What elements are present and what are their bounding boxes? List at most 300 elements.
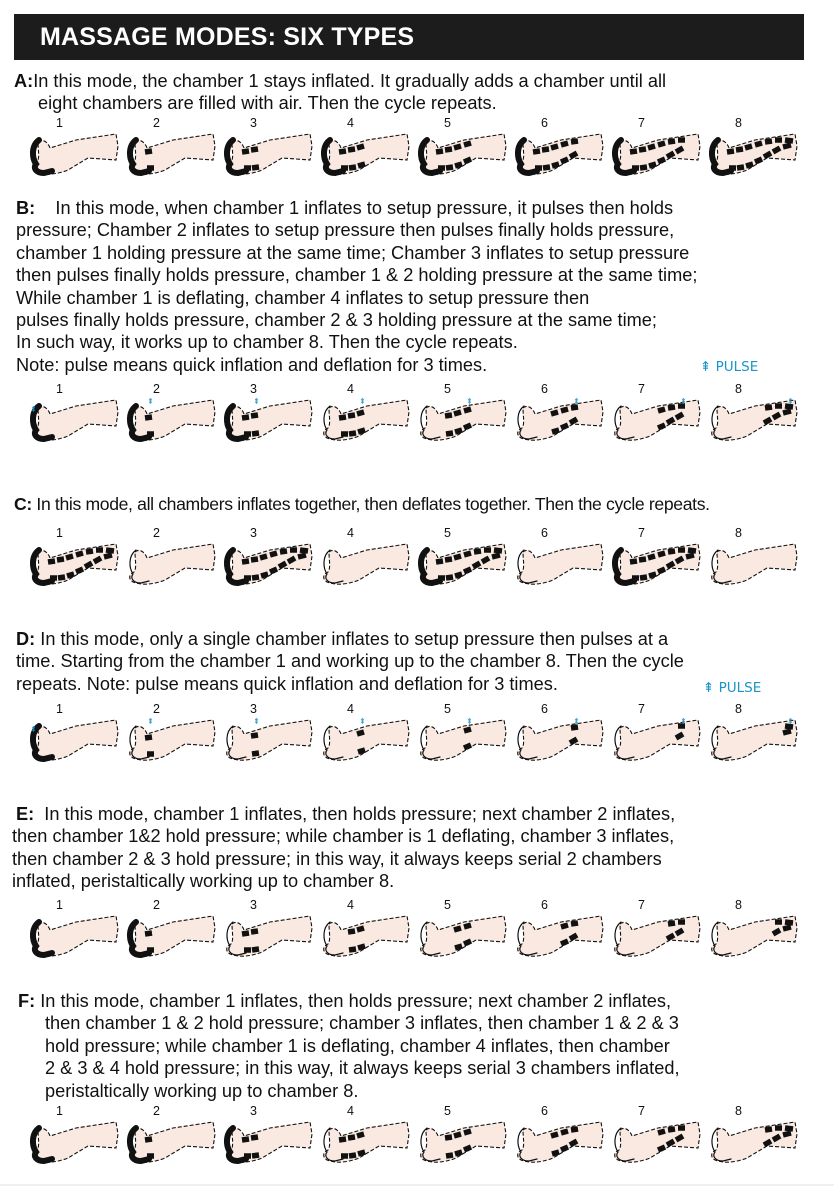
chamber-6-top xyxy=(668,551,675,552)
chamber-6-bottom xyxy=(764,419,771,423)
chamber-5-bottom xyxy=(270,569,277,572)
chamber-6-bottom xyxy=(570,935,577,939)
chamber-3-bottom xyxy=(446,167,453,168)
chamber-8-bottom xyxy=(783,927,791,929)
chamber-3-bottom xyxy=(349,949,356,950)
leg-diagram xyxy=(610,394,702,446)
chamber-step-number: 5 xyxy=(444,1104,451,1118)
chamber-5-top xyxy=(755,143,762,145)
chamber-5-top xyxy=(464,1131,471,1133)
leg-diagram xyxy=(28,910,120,962)
chamber-step-number: 4 xyxy=(347,116,354,130)
chamber-5-top xyxy=(561,143,568,145)
leg-outline xyxy=(33,134,118,174)
leg-outline xyxy=(227,916,312,956)
section-b-text: B: In this mode, when chamber 1 inflates to setup pressure, it pulses then holds pressure; Chamber 2 inflates to setup pressure then pulses finally holds pressure, chamber 1 holding pressure at the same time; Chamber 3 inflates to setup pressure then pulses finally holds pressure, chamber 1 & 2 holding pressure at the same time; While chamber 1 is deflating, chamber 4 inflates to setup pressure then pulses finally holds pressure, chamber 2 & 3 holding pressure at the same time; In such way, it works up to chamber 8. Then the cycle repeats. Note: pulse means quick inflation and deflation for 3 times. xyxy=(16,198,698,375)
chamber-4-top xyxy=(260,556,267,558)
leg-diagram xyxy=(125,910,217,962)
chamber-5-bottom xyxy=(561,159,568,162)
chamber-3-bottom xyxy=(252,433,259,434)
chamber-4-bottom xyxy=(358,946,365,948)
chamber-6-top xyxy=(86,551,93,552)
leg-diagram xyxy=(319,1116,411,1168)
chamber-6-top xyxy=(571,141,578,142)
chamber-6-top xyxy=(765,141,772,142)
chamber-3-top xyxy=(445,149,452,150)
chamber-step-number: 6 xyxy=(541,898,548,912)
chamber-4-top xyxy=(357,1134,364,1136)
chamber-6-bottom xyxy=(667,153,674,157)
chamber-step-number: 6 xyxy=(541,1104,548,1118)
leg-diagram xyxy=(513,1116,605,1168)
chamber-8-bottom xyxy=(492,555,500,557)
chamber-3-top xyxy=(445,1137,452,1138)
chamber-2-top xyxy=(145,417,152,418)
chamber-step-number: 3 xyxy=(250,898,257,912)
leg-diagram xyxy=(319,538,411,590)
leg-diagram xyxy=(610,128,702,180)
section-f-text: F: In this mode, chamber 1 inflates, then holds pressure; next chamber 2 inflates, then chamber 1 & 2 hold pressure; chamber 3 inflates, then chamber 1 & 2 & 3 hold pressure; while chamber 1 is deflating, chamber 4 inflates, then chamber 2 & 3 & 4 hold pressure; in this way, it always keeps serial 3 chambers inflated, peristaltically working up to chamber 8. xyxy=(18,991,680,1101)
chamber-7-bottom xyxy=(676,414,683,418)
chamber-step-number: 7 xyxy=(638,382,645,396)
chamber-8-bottom xyxy=(298,555,306,557)
chamber-3-bottom xyxy=(252,753,259,754)
chamber-6-top xyxy=(571,727,578,728)
section-letter: F: xyxy=(18,991,36,1011)
chamber-5-bottom xyxy=(464,1147,471,1150)
chamber-3-top xyxy=(348,1137,355,1138)
page-title: MASSAGE MODES: SIX TYPES xyxy=(14,14,804,60)
chamber-2-top xyxy=(630,151,637,152)
chamber-6-top xyxy=(668,1129,675,1130)
section-a-text: A:In this mode, the chamber 1 stays inflated. It gradually adds a chamber until all eight chambers are filled with air. Then the cycle repeats. xyxy=(14,71,667,114)
chamber-5-top xyxy=(464,729,471,731)
chamber-4-top xyxy=(66,556,73,558)
leg-outline xyxy=(130,544,215,584)
section-letter: A: xyxy=(14,71,34,91)
leg-outline xyxy=(421,134,506,174)
chamber-6-top xyxy=(668,141,675,142)
leg-diagram xyxy=(707,394,799,446)
leg-outline xyxy=(33,400,118,440)
chamber-6-bottom xyxy=(85,563,92,567)
chamber-step-number: 3 xyxy=(250,702,257,716)
chamber-4-bottom xyxy=(455,430,462,432)
leg-outline xyxy=(324,1122,409,1162)
chamber-5-bottom xyxy=(755,159,762,162)
chamber-4-top xyxy=(454,412,461,414)
leg-diagram xyxy=(28,714,120,766)
chamber-6-bottom xyxy=(764,153,771,157)
chamber-3-bottom xyxy=(349,1155,356,1156)
chamber-3-bottom xyxy=(737,167,744,168)
chamber-5-top xyxy=(464,143,471,145)
chamber-4-bottom xyxy=(552,430,559,432)
leg-outline xyxy=(324,916,409,956)
chamber-3-bottom xyxy=(446,1155,453,1156)
pulse-marker: ⇞ xyxy=(573,717,580,726)
chamber-2-top xyxy=(242,561,249,562)
chamber-step-number: 4 xyxy=(347,702,354,716)
chamber-8-top xyxy=(688,550,696,551)
chamber-2-top xyxy=(145,737,152,738)
pulse-marker: ⇞ xyxy=(30,405,37,414)
leg-diagram xyxy=(610,538,702,590)
leg-outline xyxy=(324,400,409,440)
chamber-step-number: 8 xyxy=(735,1104,742,1118)
chamber-6-bottom xyxy=(667,563,674,567)
chamber-4-bottom xyxy=(455,1152,462,1154)
pulse-marker: ⇞ xyxy=(253,717,260,726)
chamber-6-bottom xyxy=(570,153,577,157)
leg-outline xyxy=(130,134,215,174)
leg-outline xyxy=(227,134,312,174)
chamber-3-top xyxy=(348,149,355,150)
chamber-4-bottom xyxy=(649,164,656,166)
leg-outline xyxy=(227,720,312,760)
chamber-step-number: 8 xyxy=(735,702,742,716)
chamber-4-top xyxy=(454,1134,461,1136)
leg-diagram xyxy=(222,394,314,446)
chamber-step-number: 5 xyxy=(444,116,451,130)
chamber-8-top xyxy=(785,140,793,141)
chamber-5-bottom xyxy=(658,1147,665,1150)
leg-outline xyxy=(421,400,506,440)
leg-outline xyxy=(712,400,797,440)
chamber-5-top xyxy=(658,553,665,555)
leg-outline xyxy=(518,720,603,760)
leg-outline xyxy=(33,916,118,956)
chamber-3-top xyxy=(542,149,549,150)
leg-diagram xyxy=(125,1116,217,1168)
chamber-2-top xyxy=(145,1139,152,1140)
chamber-5-top xyxy=(76,553,83,555)
chamber-3-top xyxy=(348,931,355,932)
mode-c-diagram xyxy=(28,526,808,588)
chamber-3-top xyxy=(251,559,258,560)
chamber-2-top xyxy=(145,933,152,934)
chamber-step-number: 4 xyxy=(347,1104,354,1118)
chamber-2-top xyxy=(533,151,540,152)
chamber-4-bottom xyxy=(358,1152,365,1154)
section-letter: D: xyxy=(16,629,36,649)
leg-outline xyxy=(130,916,215,956)
chamber-5-top xyxy=(561,409,568,411)
pulse-marker: ⇞ xyxy=(359,397,366,406)
leg-outline xyxy=(421,544,506,584)
pulse-marker: ⇞ xyxy=(680,397,687,406)
chamber-3-bottom xyxy=(349,433,356,434)
leg-outline xyxy=(227,1122,312,1162)
section-d-text: D: In this mode, only a single chamber inflates to setup pressure then pulses at a time. Starting from the chamber 1 and working up to the chamber 8. Then the cycle repeats. Note: pulse means quick inflation and deflation for 3 times. xyxy=(16,629,684,694)
leg-outline xyxy=(33,1122,118,1162)
chamber-6-bottom xyxy=(764,1141,771,1145)
chamber-6-top xyxy=(474,551,481,552)
leg-diagram xyxy=(513,394,605,446)
leg-diagram xyxy=(28,538,120,590)
pulse-marker: ⇞ xyxy=(253,397,260,406)
chamber-8-bottom xyxy=(104,555,112,557)
pulse-legend: ⇞ PULSE xyxy=(700,359,759,375)
chamber-2-top xyxy=(48,561,55,562)
chamber-6-bottom xyxy=(473,563,480,567)
leg-outline xyxy=(324,720,409,760)
chamber-step-number: 1 xyxy=(56,1104,63,1118)
chamber-step-number: 1 xyxy=(56,116,63,130)
chamber-4-bottom xyxy=(358,430,365,432)
leg-diagram xyxy=(707,128,799,180)
chamber-4-top xyxy=(551,1134,558,1136)
section-letter: B: xyxy=(16,198,36,218)
chamber-6-bottom xyxy=(570,1141,577,1145)
section-e-text: E: In this mode, chamber 1 inflates, then holds pressure; next chamber 2 inflates, then chamber 1&2 hold pressure; while chamber is 1 deflating, chamber 3 inflates, then chamber 2 & 3 hold pressure; in this way, it always keeps serial 2 chambers inflated, peristaltically working up to chamber 8. xyxy=(12,804,676,892)
leg-outline xyxy=(615,1122,700,1162)
chamber-8-top xyxy=(106,550,114,551)
leg-diagram xyxy=(222,538,314,590)
chamber-8-top xyxy=(785,726,793,727)
chamber-3-bottom xyxy=(252,577,259,578)
chamber-step-number: 7 xyxy=(638,1104,645,1118)
chamber-5-bottom xyxy=(464,159,471,162)
chamber-5-bottom xyxy=(76,569,83,572)
chamber-2-top xyxy=(339,417,346,418)
chamber-5-top xyxy=(658,409,665,411)
leg-diagram xyxy=(610,910,702,962)
chamber-6-top xyxy=(668,923,675,924)
chamber-8-bottom xyxy=(686,555,694,557)
leg-diagram xyxy=(707,538,799,590)
chamber-5-top xyxy=(561,1131,568,1133)
chamber-6-bottom xyxy=(667,935,674,939)
chamber-4-bottom xyxy=(455,946,462,948)
chamber-3-bottom xyxy=(446,433,453,434)
leg-outline xyxy=(33,544,118,584)
chamber-step-number: 5 xyxy=(444,526,451,540)
chamber-5-top xyxy=(658,143,665,145)
leg-diagram xyxy=(125,538,217,590)
chamber-step-number: 4 xyxy=(347,526,354,540)
chamber-7-bottom xyxy=(676,734,683,738)
leg-diagram xyxy=(416,910,508,962)
chamber-3-bottom xyxy=(252,167,259,168)
chamber-5-bottom xyxy=(561,941,568,944)
leg-outline xyxy=(615,400,700,440)
leg-diagram xyxy=(416,1116,508,1168)
chamber-step-number: 7 xyxy=(638,526,645,540)
leg-outline xyxy=(518,916,603,956)
chamber-3-top xyxy=(251,1137,258,1138)
chamber-3-bottom xyxy=(640,577,647,578)
chamber-6-bottom xyxy=(279,563,286,567)
leg-diagram xyxy=(513,714,605,766)
leg-diagram xyxy=(416,714,508,766)
chamber-4-top xyxy=(745,146,752,148)
leg-diagram xyxy=(610,1116,702,1168)
chamber-7-bottom xyxy=(94,558,101,562)
chamber-4-top xyxy=(454,556,461,558)
leg-outline xyxy=(421,720,506,760)
chamber-4-bottom xyxy=(67,574,74,576)
leg-diagram xyxy=(222,128,314,180)
leg-outline xyxy=(518,544,603,584)
leg-diagram xyxy=(319,128,411,180)
chamber-step-number: 3 xyxy=(250,116,257,130)
chamber-step-number: 8 xyxy=(735,526,742,540)
pulse-marker: ⇞ xyxy=(30,725,37,734)
section-c-text: C: In this mode, all chambers inflates together, then deflates together. Then the cycle repeats. xyxy=(14,494,710,514)
leg-diagram xyxy=(125,128,217,180)
leg-outline xyxy=(615,916,700,956)
chamber-3-top xyxy=(639,149,646,150)
chamber-3-top xyxy=(736,149,743,150)
chamber-step-number: 2 xyxy=(153,116,160,130)
chamber-step-number: 5 xyxy=(444,702,451,716)
leg-outline xyxy=(130,1122,215,1162)
chamber-6-top xyxy=(668,407,675,408)
leg-diagram xyxy=(707,714,799,766)
leg-diagram xyxy=(125,714,217,766)
leg-outline xyxy=(712,720,797,760)
chamber-5-top xyxy=(464,553,471,555)
chamber-4-bottom xyxy=(552,1152,559,1154)
chamber-6-bottom xyxy=(667,1141,674,1145)
leg-outline xyxy=(324,544,409,584)
pulse-marker: ⇞ xyxy=(147,717,154,726)
chamber-5-bottom xyxy=(658,569,665,572)
chamber-7-bottom xyxy=(773,148,780,152)
chamber-2-top xyxy=(436,561,443,562)
chamber-4-bottom xyxy=(261,574,268,576)
leg-diagram xyxy=(416,394,508,446)
chamber-8-bottom xyxy=(783,145,791,147)
chamber-4-bottom xyxy=(649,574,656,576)
chamber-3-top xyxy=(445,559,452,560)
chamber-6-top xyxy=(571,923,578,924)
chamber-8-bottom xyxy=(783,731,791,733)
leg-outline xyxy=(421,916,506,956)
leg-outline xyxy=(33,720,118,760)
chamber-6-bottom xyxy=(667,419,674,423)
leg-diagram xyxy=(222,910,314,962)
chamber-5-top xyxy=(464,409,471,411)
chamber-8-bottom xyxy=(783,1133,791,1135)
pulse-marker: ⇞ xyxy=(359,717,366,726)
chamber-4-bottom xyxy=(746,164,753,166)
leg-outline xyxy=(615,720,700,760)
chamber-6-top xyxy=(765,407,772,408)
mode-a-diagram xyxy=(28,116,808,178)
chamber-4-top xyxy=(454,928,461,930)
leg-outline xyxy=(421,1122,506,1162)
chamber-3-top xyxy=(445,415,452,416)
chamber-3-top xyxy=(251,735,258,736)
chamber-5-bottom xyxy=(464,425,471,428)
chamber-2-top xyxy=(242,417,249,418)
chamber-4-bottom xyxy=(358,750,365,752)
chamber-3-top xyxy=(251,415,258,416)
chamber-4-top xyxy=(454,146,461,148)
chamber-8-top xyxy=(300,550,308,551)
chamber-4-bottom xyxy=(552,164,559,166)
leg-diagram xyxy=(222,1116,314,1168)
chamber-4-top xyxy=(357,412,364,414)
leg-outline xyxy=(615,134,700,174)
chamber-3-top xyxy=(348,415,355,416)
chamber-4-top xyxy=(357,928,364,930)
chamber-step-number: 6 xyxy=(541,116,548,130)
chamber-2-top xyxy=(242,151,249,152)
chamber-3-top xyxy=(251,149,258,150)
pulse-marker: ⇞ xyxy=(680,717,687,726)
leg-outline xyxy=(324,134,409,174)
chamber-5-top xyxy=(561,925,568,927)
chamber-step-number: 8 xyxy=(735,382,742,396)
chamber-step-number: 6 xyxy=(541,702,548,716)
mode-d-diagram xyxy=(28,702,808,764)
chamber-step-number: 5 xyxy=(444,382,451,396)
pulse-marker: ⇞ xyxy=(787,397,794,406)
chamber-6-top xyxy=(280,551,287,552)
chamber-7-bottom xyxy=(676,558,683,562)
leg-diagram xyxy=(28,128,120,180)
leg-diagram xyxy=(416,538,508,590)
chamber-7-bottom xyxy=(482,558,489,562)
leg-diagram xyxy=(513,538,605,590)
chamber-7-bottom xyxy=(773,930,780,934)
chamber-2-top xyxy=(727,151,734,152)
chamber-4-top xyxy=(551,146,558,148)
chamber-4-bottom xyxy=(455,164,462,166)
section-letter: C: xyxy=(14,494,32,514)
chamber-2-top xyxy=(339,151,346,152)
pulse-marker: ⇞ xyxy=(147,397,154,406)
chamber-3-bottom xyxy=(252,1155,259,1156)
chamber-4-top xyxy=(551,412,558,414)
leg-outline xyxy=(130,720,215,760)
mode-e-diagram xyxy=(28,898,808,960)
chamber-4-bottom xyxy=(455,574,462,576)
chamber-step-number: 1 xyxy=(56,382,63,396)
leg-diagram xyxy=(707,910,799,962)
chamber-step-number: 2 xyxy=(153,526,160,540)
chamber-3-top xyxy=(639,559,646,560)
chamber-2-top xyxy=(242,933,249,934)
pulse-marker: ⇞ xyxy=(787,717,794,726)
chamber-step-number: 7 xyxy=(638,702,645,716)
chamber-5-bottom xyxy=(658,159,665,162)
leg-diagram xyxy=(125,394,217,446)
chamber-step-number: 2 xyxy=(153,382,160,396)
leg-outline xyxy=(227,400,312,440)
chamber-5-top xyxy=(658,1131,665,1133)
leg-outline xyxy=(518,1122,603,1162)
chamber-4-top xyxy=(648,146,655,148)
chamber-step-number: 6 xyxy=(541,526,548,540)
leg-outline xyxy=(130,400,215,440)
chamber-2-top xyxy=(145,151,152,152)
chamber-7-bottom xyxy=(676,930,683,934)
chamber-5-bottom xyxy=(464,941,471,944)
pulse-marker: ⇞ xyxy=(466,397,473,406)
chamber-step-number: 8 xyxy=(735,116,742,130)
chamber-2-top xyxy=(339,1139,346,1140)
chamber-6-top xyxy=(765,1129,772,1130)
chamber-6-bottom xyxy=(570,739,577,743)
chamber-7-bottom xyxy=(288,558,295,562)
chamber-7-bottom xyxy=(676,1136,683,1140)
chamber-step-number: 7 xyxy=(638,116,645,130)
leg-diagram xyxy=(222,714,314,766)
